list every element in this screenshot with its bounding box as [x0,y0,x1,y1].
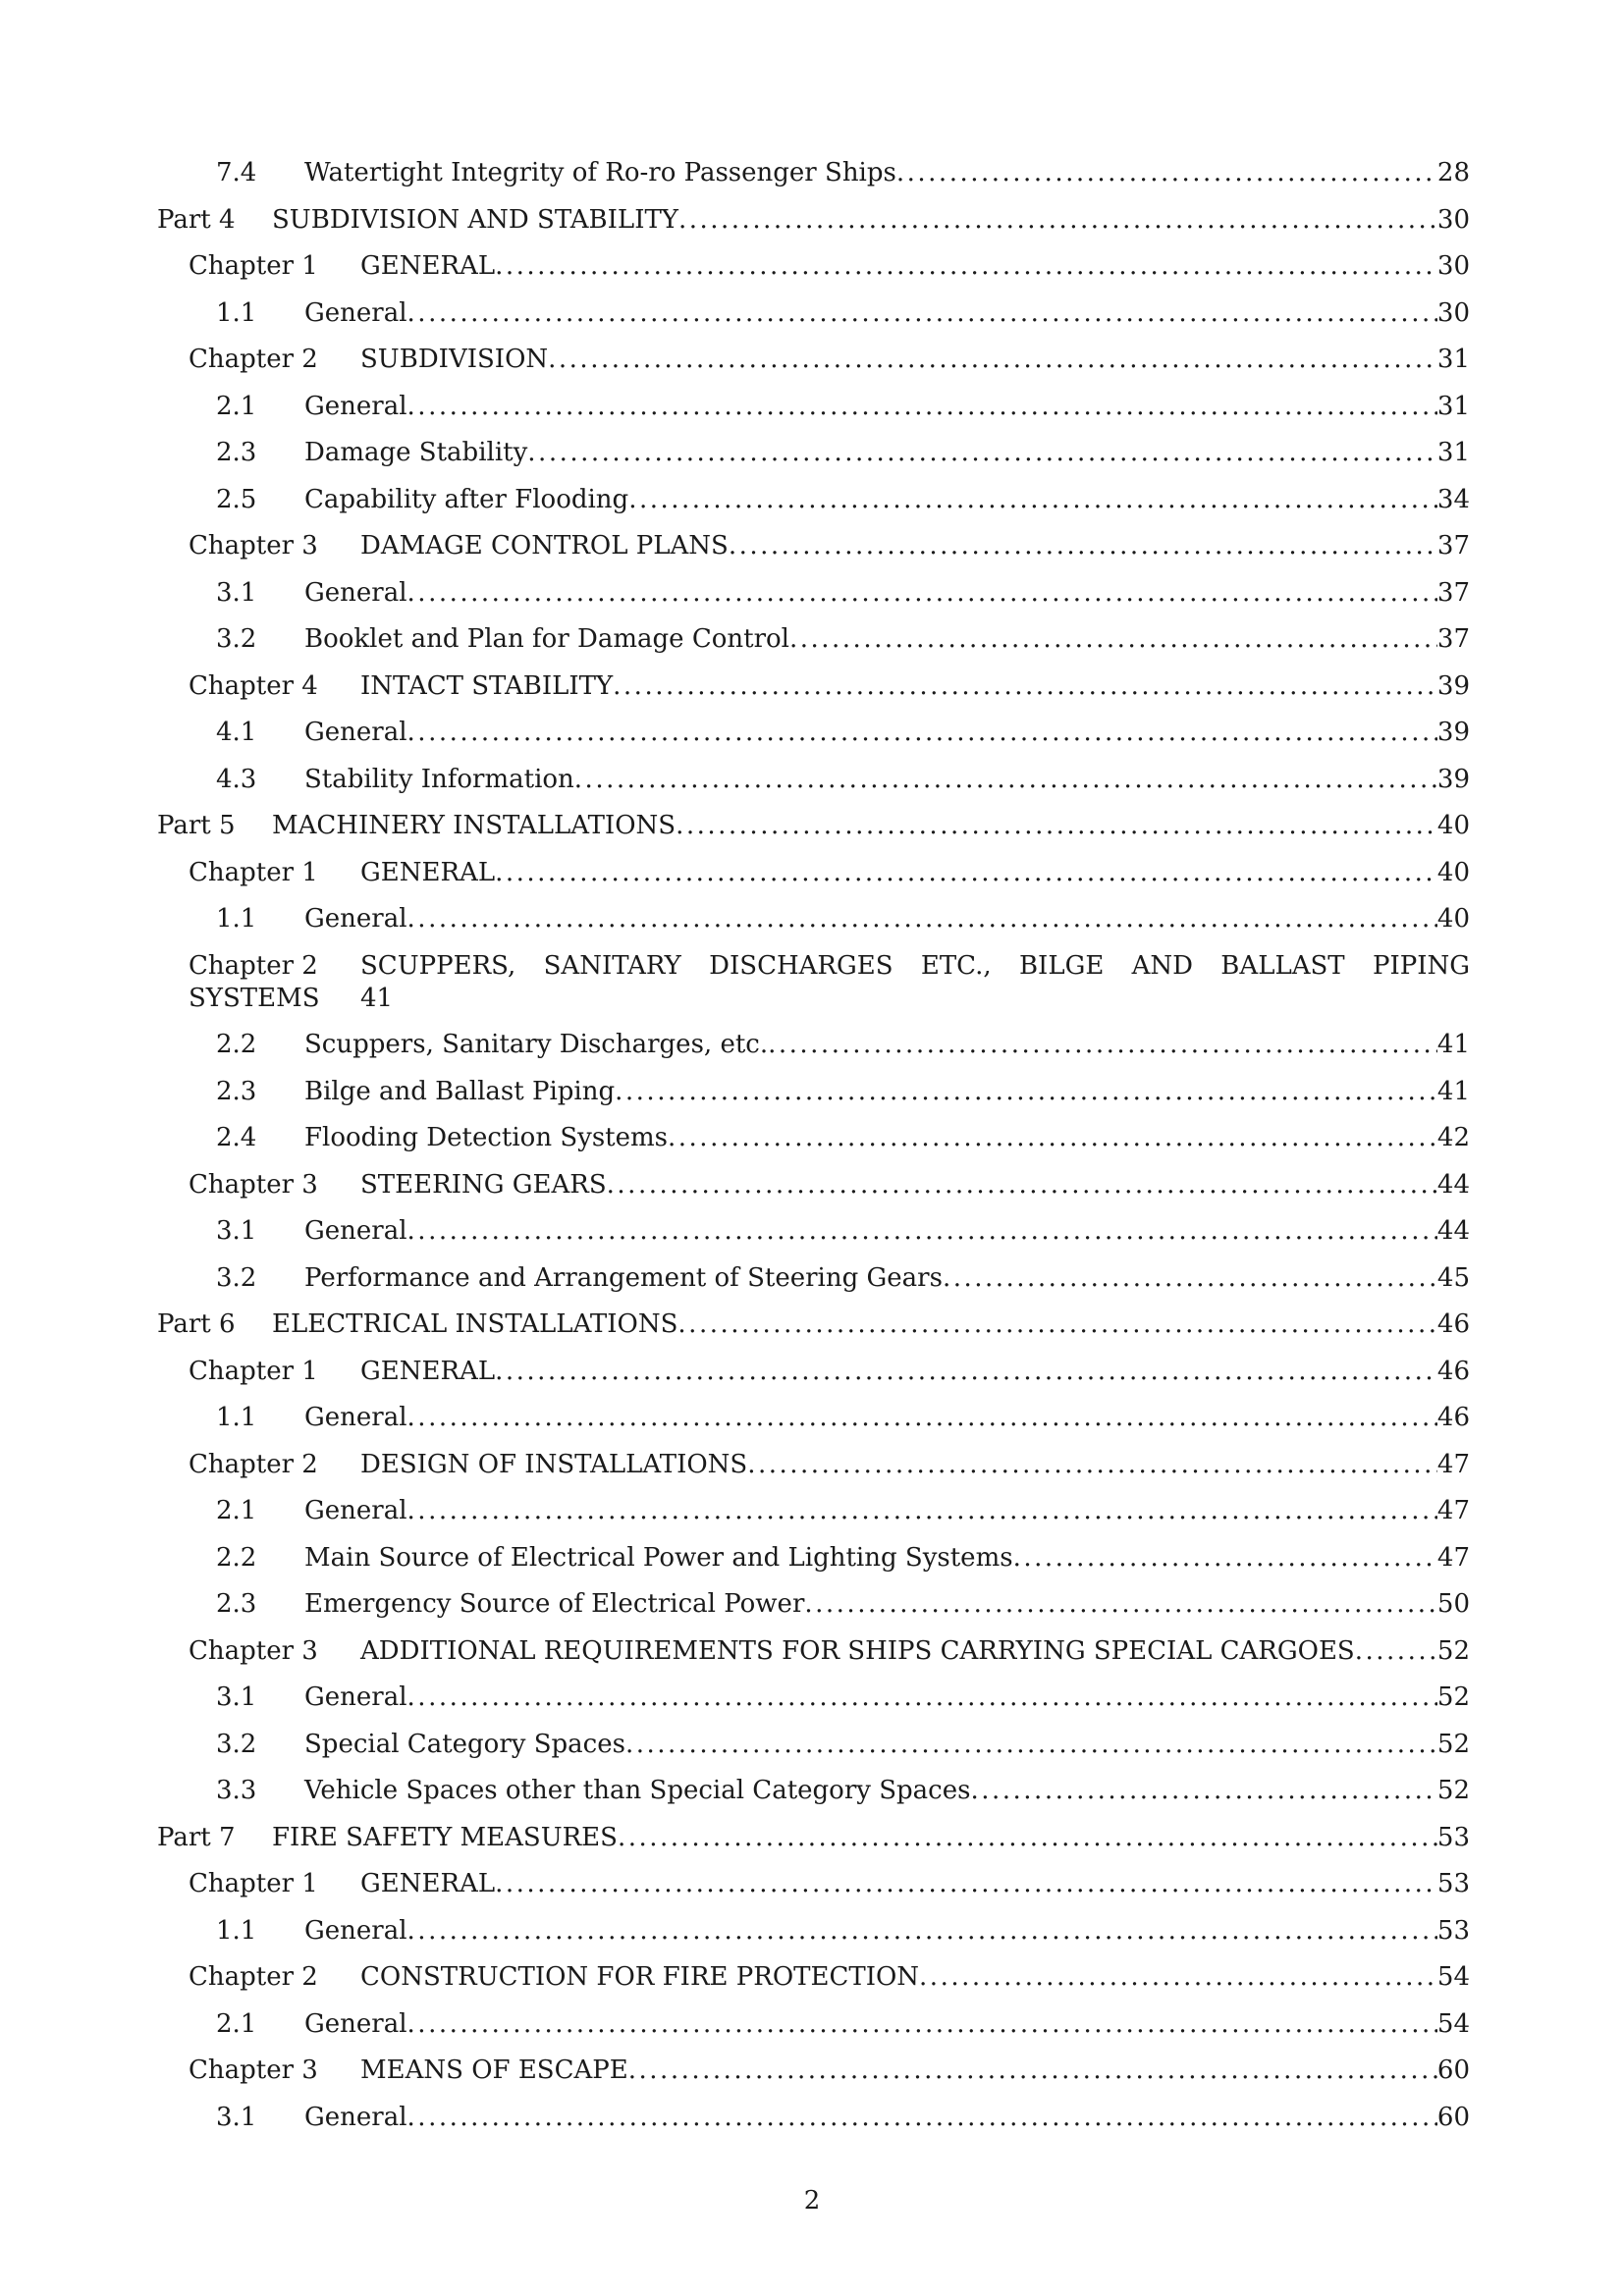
toc-entry-label: 2.3 [216,438,257,467]
toc-entry-label: Chapter 4 [189,670,318,701]
toc-entry-page-number: 39 [1436,670,1470,701]
dot-leader [495,1868,1437,1900]
dot-leader [407,903,1437,935]
dot-leader [729,530,1437,562]
toc-entry-title: Special Category Spaces [304,1729,625,1759]
dot-leader [625,1729,1437,1761]
dot-leader [613,670,1437,703]
toc-entry-label: 3.2 [216,624,257,654]
toc-entry-title: General [304,1682,407,1712]
toc-entry-title: DAMAGE CONTROL PLANS [360,531,729,561]
dot-leader [407,577,1437,610]
dot-leader [668,1122,1437,1154]
dot-leader [607,1169,1437,1201]
dot-leader [407,2102,1437,2134]
toc-entry [157,1775,1470,1807]
toc-entry-title: Bilge and Ballast Piping [304,1076,616,1106]
toc-entry [157,2055,1470,2087]
dot-leader [407,391,1437,423]
toc-entry-title: General [304,2102,407,2132]
toc-entry-page-number: 40 [1436,811,1470,840]
toc-entry-title: Watertight Integrity of Ro-ro Passenger Ships [304,158,896,187]
toc-entry-line-1 [157,950,1470,983]
toc-entry-title: SCUPPERS, SANITARY DISCHARGES ETC., BILGE AND BALLAST PIPING [360,950,1470,981]
toc-entry-title: Main Source of Electrical Power and Lighting Systems [304,1542,1013,1573]
toc-entry [157,1495,1470,1527]
toc-entry [157,1215,1470,1248]
toc-entry-label: 2.2 [216,1030,257,1059]
toc-entry-title: STEERING GEARS [360,1169,607,1200]
toc-entry-label: 3.1 [216,1682,257,1712]
toc-entry [157,1122,1470,1154]
toc-entry-label: 3.2 [216,1729,257,1759]
toc-entry-page-number: 37 [1436,577,1470,608]
toc-entry-page-number: 45 [1436,1262,1470,1293]
toc-entry-page-number: 52 [1436,1635,1470,1666]
toc-entry-label: 2.4 [216,1123,257,1152]
toc-entry-title: General [304,391,407,421]
toc-list [157,157,1470,2148]
toc-entry [157,530,1470,562]
toc-entry-title: Vehicle Spaces other than Special Category Spaces [304,1776,971,1805]
toc-entry-page-number: 40 [1436,904,1470,934]
toc-entry-title: SUBDIVISION AND STABILITY [272,204,678,235]
toc-entry-title: General [304,904,407,934]
toc-entry-page-number: 34 [1436,484,1470,514]
toc-entry-label: 1.1 [216,1403,257,1432]
dot-leader [618,1822,1437,1854]
toc-entry-page-number: 41 [1436,1030,1470,1059]
dot-leader [615,1076,1437,1108]
toc-entry-title: ELECTRICAL INSTALLATIONS [272,1309,678,1339]
toc-entry-title: General [304,2008,407,2039]
toc-entry [157,764,1470,796]
dot-leader [548,344,1437,376]
toc-entry [157,1029,1470,1061]
toc-entry-label: 4.3 [216,764,257,794]
dot-leader [919,1961,1437,1994]
toc-entry-page-number: 31 [1436,391,1470,421]
toc-entry-label: Chapter 3 [189,1635,318,1666]
toc-entry-page-number: 37 [1436,531,1470,561]
toc-entry-page-number: 31 [1436,438,1470,467]
toc-entry [157,717,1470,749]
toc-entry [157,1915,1470,1948]
toc-entry-label: Part 6 [157,1309,236,1339]
toc-entry-label: Part 4 [157,204,236,235]
dot-leader [896,157,1437,189]
toc-entry-label: 3.1 [216,1216,257,1246]
toc-entry [157,1961,1470,1994]
toc-entry-line-2 [157,983,1470,1015]
toc-entry-label: 2.3 [216,1589,257,1619]
dot-leader [495,1356,1437,1388]
toc-entry [157,1262,1470,1295]
dot-leader [574,764,1437,796]
toc-entry-label: 2.5 [216,484,257,514]
toc-entry-page-number: 47 [1436,1542,1470,1573]
toc-entry [157,344,1470,376]
dot-leader [1013,1542,1437,1575]
toc-entry-label: 7.4 [216,158,257,187]
toc-entry-label: 2.1 [216,2008,257,2039]
dot-leader [407,1682,1437,1714]
toc-entry-title: SUBDIVISION [360,345,549,374]
toc-entry-label: Chapter 3 [189,1169,318,1200]
toc-entry-label: Chapter 2 [189,950,318,981]
toc-entry-label: Chapter 2 [189,345,318,374]
dot-leader [970,1775,1436,1807]
toc-entry-title: Booklet and Plan for Damage Control [304,624,789,654]
toc-entry [157,857,1470,889]
toc-entry-title: MACHINERY INSTALLATIONS [272,811,677,840]
toc-entry-page-number: 30 [1436,204,1470,235]
toc-entry-title: GENERAL [360,1869,496,1898]
toc-entry [157,297,1470,330]
toc-entry-page-number: 46 [1436,1309,1470,1339]
toc-entry-page-number: 54 [1436,1962,1470,1992]
toc-entry-title: GENERAL [360,1356,496,1386]
toc-entry [157,484,1470,516]
toc-entry-label: 2.1 [216,391,257,421]
toc-entry-title: DESIGN OF INSTALLATIONS [360,1449,748,1479]
toc-entry [157,623,1470,656]
toc-entry-page-number: 41 [360,983,394,1013]
toc-entry-title: General [304,718,407,747]
toc-entry-page-number: 60 [1436,2056,1470,2085]
dot-leader [677,1308,1436,1341]
dot-leader [747,1449,1437,1481]
toc-entry-page-number: 52 [1436,1682,1470,1712]
dot-leader [407,1402,1437,1434]
toc-entry-label: 3.1 [216,2102,257,2132]
toc-entry-label: 3.2 [216,1262,257,1293]
toc-entry-title: Flooding Detection Systems [304,1123,669,1152]
toc-entry-label: Chapter 3 [189,2056,318,2085]
toc-entry-page-number: 52 [1436,1729,1470,1759]
toc-entry-label: Chapter 2 [189,1449,318,1479]
toc-entry-title-continued: SYSTEMS [189,983,320,1013]
toc-entry-title: FIRE SAFETY MEASURES [272,1822,618,1852]
dot-leader [676,810,1437,842]
toc-entry-page-number: 47 [1436,1449,1470,1479]
toc-entry-page-number: 41 [1436,1076,1470,1106]
dot-leader [768,1029,1437,1061]
footer-page-number: 2 [803,2186,821,2216]
toc-entry-label: Chapter 3 [189,531,318,561]
toc-entry-title: ADDITIONAL REQUIREMENTS FOR SHIPS CARRYING SPECIAL CARGOES [360,1635,1355,1666]
toc-entry-title: Damage Stability [304,438,528,467]
dot-leader [628,2055,1437,2087]
dot-leader [789,623,1437,656]
toc-entry-page-number: 30 [1436,251,1470,281]
toc-entry-page-number: 46 [1436,1403,1470,1432]
toc-entry-title: MEANS OF ESCAPE [360,2056,628,2085]
toc-entry [157,1076,1470,1108]
toc-entry-page-number: 31 [1436,345,1470,374]
dot-leader [495,857,1437,889]
toc-entry-page-number: 37 [1436,624,1470,654]
toc-entry-page-number: 44 [1436,1216,1470,1246]
toc-entry [157,1402,1470,1434]
toc-entry-label: 2.1 [216,1496,257,1525]
toc-entry-title: INTACT STABILITY [360,670,614,701]
toc-entry [157,391,1470,423]
dot-leader [678,204,1437,237]
toc-entry-title: Scuppers, Sanitary Discharges, etc. [304,1030,769,1059]
dot-leader [407,1215,1437,1248]
dot-leader [407,297,1437,330]
toc-entry [157,1356,1470,1388]
dot-leader [1355,1635,1437,1668]
toc-entry-label: Chapter 1 [189,1869,318,1898]
toc-entry-label: 3.1 [216,577,257,608]
toc-entry-page-number: 60 [1436,2102,1470,2132]
toc-entry-label: 3.3 [216,1776,257,1805]
toc-entry-title: Stability Information [304,764,574,794]
toc-entry [157,670,1470,703]
toc-entry [157,204,1470,237]
toc-entry-page-number: 40 [1436,857,1470,887]
toc-entry-title: General [304,1403,407,1432]
toc-entry-label: Chapter 1 [189,1356,318,1386]
toc-entry-title: General [304,1216,407,1246]
toc-entry-page-number: 53 [1436,1869,1470,1898]
toc-entry-page-number: 47 [1436,1496,1470,1525]
toc-entry [157,2008,1470,2041]
toc-entry-title: CONSTRUCTION FOR FIRE PROTECTION [360,1962,920,1992]
toc-entry [157,903,1470,935]
dot-leader [527,437,1437,469]
toc-entry-label: 1.1 [216,297,257,328]
toc-entry [157,810,1470,842]
toc-entry-title: General [304,297,407,328]
toc-entry-title: Emergency Source of Electrical Power [304,1589,805,1619]
toc-entry-label: Chapter 1 [189,857,318,887]
toc-entry-label: Part 5 [157,811,236,840]
toc-entry-label: 1.1 [216,1915,257,1946]
toc-entry [157,157,1470,189]
toc-entry-page-number: 44 [1436,1169,1470,1200]
toc-entry [157,1588,1470,1621]
toc-entry-label: 1.1 [216,904,257,934]
toc-entry [157,577,1470,610]
toc-entry [157,1682,1470,1714]
toc-entry-page-number: 46 [1436,1356,1470,1386]
toc-entry-page-number: 39 [1436,764,1470,794]
dot-leader [407,1915,1437,1948]
toc-entry-title: Performance and Arrangement of Steering Gears [304,1262,943,1293]
toc-entry [157,1729,1470,1761]
toc-entry-page-number: 50 [1436,1589,1470,1619]
toc-entry-label: 2.2 [216,1542,257,1573]
toc-entry-page-number: 39 [1436,718,1470,747]
toc-entry-label: 4.1 [216,718,257,747]
dot-leader [407,1495,1437,1527]
toc-entry [157,2102,1470,2134]
toc-entry-label: Part 7 [157,1822,236,1852]
toc-entry [157,1449,1470,1481]
toc-entry [157,1308,1470,1341]
toc-entry-label: Chapter 2 [189,1962,318,1992]
toc-entry-label: 2.3 [216,1076,257,1106]
toc-entry [157,1635,1470,1668]
toc-entry-title: General [304,1496,407,1525]
dot-leader [407,717,1437,749]
toc-entry-title: General [304,577,407,608]
toc-entry-title: Capability after Flooding [304,484,629,514]
toc-entry-page-number: 42 [1436,1123,1470,1152]
toc-entry-label: Chapter 1 [189,251,318,281]
dot-leader [495,250,1437,283]
toc-entry [157,250,1470,283]
toc-entry [157,1169,1470,1201]
toc-entry-title: GENERAL [360,857,496,887]
dot-leader [804,1588,1437,1621]
toc-entry [157,1542,1470,1575]
toc-entry-title: GENERAL [360,251,496,281]
toc-entry-title: General [304,1915,407,1946]
dot-leader [943,1262,1437,1295]
toc-entry-page-number: 52 [1436,1776,1470,1805]
toc-entry-page-number: 53 [1436,1915,1470,1946]
toc-entry-page-number: 54 [1436,2008,1470,2039]
toc-entry-page-number: 30 [1436,297,1470,328]
dot-leader [407,2008,1437,2041]
toc-entry-page-number: 53 [1436,1822,1470,1852]
toc-entry-wrapped [157,950,1470,1015]
dot-leader [628,484,1437,516]
toc-entry [157,1868,1470,1900]
toc-entry-page-number: 28 [1436,158,1470,187]
toc-entry [157,1822,1470,1854]
toc-entry [157,437,1470,469]
